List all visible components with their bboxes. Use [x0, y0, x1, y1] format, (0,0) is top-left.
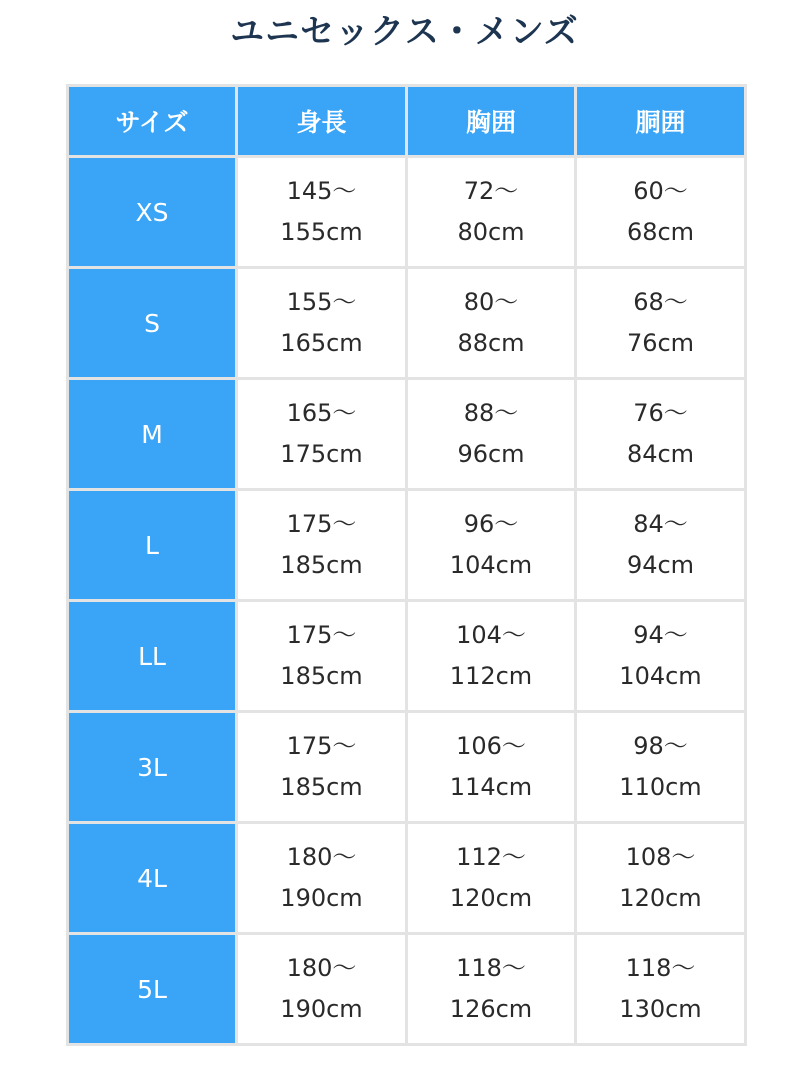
waist-cell: [576, 490, 746, 601]
chest-cell: [407, 823, 576, 934]
chest-min: 104〜: [456, 621, 526, 649]
waist-min: 68〜: [633, 288, 688, 316]
height-min: 155〜: [286, 288, 357, 316]
chest-cell: [407, 490, 576, 601]
height-max: 185cm: [280, 662, 363, 690]
size-chart-table: [66, 84, 747, 1046]
height-min: 175〜: [286, 510, 357, 538]
waist-max: 120cm: [619, 884, 702, 912]
waist-min: 108〜: [625, 843, 696, 871]
size-label: 4L: [68, 823, 237, 934]
waist-max: 104cm: [619, 662, 702, 690]
waist-cell: [576, 268, 746, 379]
chest-min: 106〜: [456, 732, 526, 760]
waist-cell: [576, 934, 746, 1045]
header-height: 身長: [237, 86, 407, 157]
height-cell: [237, 934, 407, 1045]
height-min: 145〜: [286, 177, 357, 205]
table-row: [68, 490, 746, 601]
chest-min: 88〜: [463, 399, 519, 427]
height-cell: [237, 379, 407, 490]
height-min: 165〜: [286, 399, 357, 427]
header-size: サイズ: [68, 86, 237, 157]
chest-cell: [407, 712, 576, 823]
height-max: 190cm: [280, 995, 363, 1023]
chest-min: 80〜: [463, 288, 519, 316]
chest-max: 88cm: [457, 329, 525, 357]
height-cell: [237, 157, 407, 268]
chest-cell: [407, 268, 576, 379]
chest-max: 120cm: [449, 884, 533, 912]
chest-min: 118〜: [456, 954, 526, 982]
header-waist: 胴囲: [576, 86, 746, 157]
chest-max: 80cm: [457, 218, 525, 246]
size-label: 3L: [68, 712, 237, 823]
waist-max: 76cm: [626, 329, 695, 357]
table-row: [68, 268, 746, 379]
chest-cell: [407, 934, 576, 1045]
waist-min: 98〜: [633, 732, 688, 760]
height-cell: [237, 268, 407, 379]
table-row: [68, 823, 746, 934]
waist-max: 110cm: [619, 773, 702, 801]
waist-cell: [576, 712, 746, 823]
height-cell: [237, 490, 407, 601]
waist-max: 68cm: [626, 218, 695, 246]
size-label: L: [68, 490, 237, 601]
chest-max: 112cm: [449, 662, 533, 690]
chest-cell: [407, 601, 576, 712]
height-cell: [237, 601, 407, 712]
table-row: [68, 379, 746, 490]
height-min: 175〜: [286, 621, 357, 649]
table-row: [68, 712, 746, 823]
table-row: [68, 601, 746, 712]
chest-min: 96〜: [463, 510, 519, 538]
chest-min: 112〜: [456, 843, 526, 871]
height-cell: [237, 712, 407, 823]
table-row: [68, 157, 746, 268]
chest-max: 126cm: [449, 995, 533, 1023]
waist-min: 76〜: [633, 399, 688, 427]
height-min: 180〜: [286, 843, 357, 871]
size-label: LL: [68, 601, 237, 712]
chest-cell: [407, 157, 576, 268]
table-row: [68, 934, 746, 1045]
height-max: 155cm: [280, 218, 363, 246]
size-label: 5L: [68, 934, 237, 1045]
waist-max: 84cm: [626, 440, 695, 468]
waist-max: 94cm: [626, 551, 695, 579]
height-min: 180〜: [286, 954, 357, 982]
waist-cell: [576, 379, 746, 490]
chest-max: 96cm: [457, 440, 525, 468]
size-label: S: [68, 268, 237, 379]
waist-cell: [576, 823, 746, 934]
height-min: 175〜: [286, 732, 357, 760]
waist-min: 60〜: [633, 177, 688, 205]
height-cell: [237, 823, 407, 934]
waist-max: 130cm: [619, 995, 702, 1023]
height-max: 185cm: [280, 551, 363, 579]
table-header-row: [68, 86, 746, 157]
waist-cell: [576, 157, 746, 268]
waist-min: 118〜: [625, 954, 696, 982]
chest-cell: [407, 379, 576, 490]
waist-cell: [576, 601, 746, 712]
size-label: M: [68, 379, 237, 490]
chest-max: 104cm: [449, 551, 533, 579]
header-chest: 胸囲: [407, 86, 576, 157]
size-label: XS: [68, 157, 237, 268]
height-max: 190cm: [280, 884, 363, 912]
page-title: ユニセックス・メンズ: [230, 12, 579, 52]
height-max: 185cm: [280, 773, 363, 801]
height-max: 165cm: [280, 329, 363, 357]
chest-min: 72〜: [463, 177, 519, 205]
waist-min: 94〜: [633, 621, 688, 649]
height-max: 175cm: [280, 440, 363, 468]
waist-min: 84〜: [633, 510, 688, 538]
chest-max: 114cm: [449, 773, 533, 801]
